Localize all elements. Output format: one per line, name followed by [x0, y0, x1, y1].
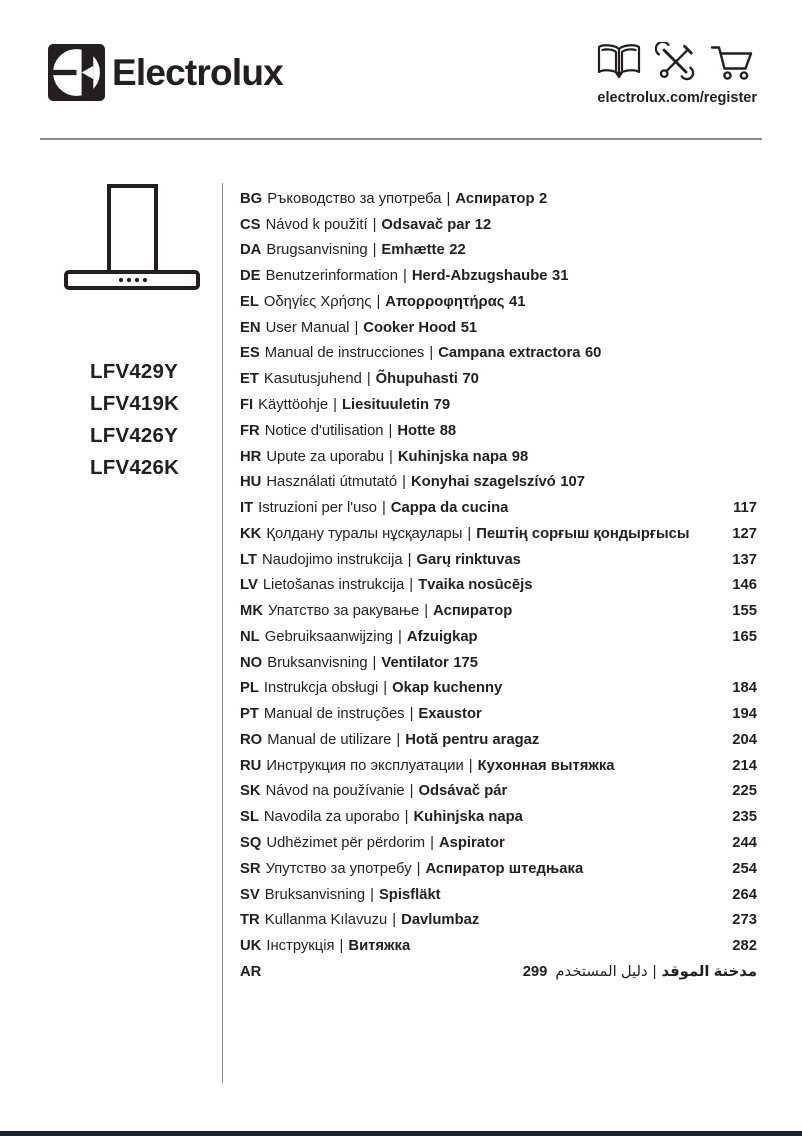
- separator: |: [409, 577, 414, 594]
- language-title: Tvaika nosūcējs: [418, 577, 533, 594]
- language-description: Lietošanas instrukcija: [262, 577, 405, 594]
- language-title: Spisfläkt: [378, 886, 441, 903]
- language-title: Kuhinjska napa: [397, 448, 508, 465]
- column-divider: [222, 183, 223, 1083]
- language-description: Návod k použití: [265, 216, 368, 233]
- language-description: Οδηγίες Χρήσης: [263, 293, 372, 310]
- inline-page-number: 107: [560, 474, 585, 491]
- page-number: 244: [732, 835, 757, 852]
- language-title: Campana extractora: [438, 345, 581, 362]
- language-title: Аспиратор штедњака: [425, 860, 584, 877]
- language-row: [240, 727, 757, 753]
- separator: |: [398, 628, 402, 645]
- service-tools-icon: [655, 42, 697, 82]
- language-title: Garų rinktuvas: [416, 551, 521, 568]
- language-code: SV: [240, 886, 260, 903]
- language-code: SL: [240, 809, 259, 826]
- separator: |: [416, 860, 421, 877]
- separator: |: [396, 731, 401, 748]
- page-number: 282: [732, 938, 757, 955]
- language-description: دليل المستخدم: [555, 964, 648, 981]
- model-number: LFV429Y: [90, 360, 178, 383]
- inline-page-number: 41: [508, 293, 526, 310]
- separator: |: [407, 551, 412, 568]
- language-description: Manual de utilizare: [267, 731, 392, 748]
- language-row: [240, 392, 757, 418]
- language-row: [240, 650, 757, 676]
- language-code: SK: [240, 783, 261, 800]
- language-code: PT: [240, 706, 259, 723]
- language-description: User Manual: [265, 319, 350, 336]
- language-description: Käyttöohje: [258, 397, 329, 413]
- language-title: Herd-Abzugshaube: [411, 268, 548, 285]
- inline-page-number: 88: [439, 422, 457, 439]
- separator: |: [372, 216, 377, 233]
- language-code: CS: [240, 216, 261, 233]
- language-description: Udhëzimet për përdorim: [266, 835, 426, 852]
- language-code: KK: [240, 525, 262, 542]
- language-description: Navodila za uporabo: [263, 809, 400, 826]
- language-row: [240, 598, 757, 624]
- inline-page-number: 2: [539, 190, 548, 207]
- language-title: Konyhai szagelszívó: [411, 474, 556, 491]
- language-row: [240, 779, 757, 805]
- inline-page-number: 98: [511, 448, 529, 465]
- language-code: ES: [240, 345, 260, 362]
- separator: |: [429, 345, 434, 362]
- language-title: Afzuigkap: [406, 628, 478, 645]
- model-number: LFV426K: [90, 456, 180, 479]
- language-row: [240, 263, 757, 289]
- model-number: LFV419K: [90, 392, 180, 415]
- language-title: Õhupuhasti: [375, 371, 458, 388]
- language-description: Notice d'utilisation: [264, 422, 384, 439]
- page-number: 146: [732, 577, 757, 594]
- page-number: 137: [732, 551, 757, 568]
- language-description: Bruksanvisning: [267, 654, 368, 671]
- language-row: [240, 882, 757, 908]
- language-code: NO: [240, 654, 263, 671]
- language-row: [240, 289, 757, 315]
- language-description: Bruksanvisning: [264, 886, 366, 903]
- separator: |: [468, 757, 473, 774]
- language-code: ET: [240, 371, 259, 388]
- language-description: Kasutusjuhend: [263, 371, 362, 388]
- page-number: 127: [732, 525, 757, 542]
- page-number: 225: [732, 783, 757, 800]
- language-row: [240, 469, 757, 495]
- language-description: Brugsanvisning: [266, 242, 368, 259]
- separator: |: [333, 397, 337, 413]
- separator: |: [467, 525, 472, 542]
- language-description: Інструкція: [266, 938, 335, 955]
- language-row: [240, 804, 757, 830]
- language-title: Emhætte: [381, 242, 445, 259]
- language-row: [240, 907, 757, 933]
- language-code: PL: [240, 680, 259, 697]
- language-title: Kuhinjska napa: [413, 809, 523, 826]
- page-number: 204: [732, 731, 757, 748]
- inline-page-number: 70: [462, 371, 479, 388]
- language-code: HR: [240, 448, 262, 465]
- language-row: [240, 676, 757, 702]
- language-title: Витяжка: [348, 938, 411, 955]
- inline-page-number: 12: [474, 216, 492, 233]
- language-title: Davlumbaz: [401, 912, 480, 929]
- page-number: 184: [732, 680, 757, 697]
- separator: |: [339, 938, 344, 955]
- language-title: Ventilator: [381, 654, 449, 671]
- page-number: 264: [732, 886, 757, 903]
- separator: |: [446, 190, 451, 207]
- language-code: MK: [240, 603, 264, 620]
- language-description: Инструкция по эксплуатации: [266, 757, 464, 774]
- language-description: Упатство за ракување: [268, 603, 420, 620]
- language-title: Odsavač par: [381, 216, 471, 233]
- separator: |: [402, 268, 407, 285]
- language-title: Cappa da cucina: [390, 500, 509, 517]
- language-description: Istruzioni per l'uso: [258, 500, 377, 517]
- language-description: Kullanma Kılavuzu: [264, 912, 388, 929]
- language-row: [240, 418, 757, 444]
- language-row: [240, 624, 757, 650]
- separator: |: [370, 886, 374, 903]
- page-number: 299: [522, 963, 548, 980]
- language-row: [240, 547, 757, 573]
- language-title: Απορροφητήρας: [385, 293, 505, 310]
- separator: |: [381, 500, 386, 517]
- page-number: 165: [732, 628, 757, 645]
- language-row: [240, 444, 757, 470]
- page-number: 117: [733, 500, 757, 517]
- language-row: [240, 753, 757, 779]
- language-description: Ръководство за употреба: [267, 190, 442, 207]
- language-description: Manual de instruções: [263, 706, 405, 723]
- language-description: Қолдану туралы нұсқаулары: [266, 525, 463, 542]
- language-row: [240, 495, 757, 521]
- language-title: Аспиратор: [433, 603, 513, 620]
- register-url: electrolux.com/register: [597, 90, 757, 106]
- separator: |: [404, 809, 409, 826]
- separator: |: [392, 912, 397, 929]
- separator: |: [372, 654, 377, 671]
- page-number: 194: [732, 706, 757, 723]
- language-code: DA: [240, 242, 262, 259]
- model-number: LFV426Y: [90, 424, 178, 447]
- shopping-cart-icon: [710, 42, 756, 82]
- language-row: [240, 366, 757, 392]
- language-description: Naudojimo instrukcija: [261, 551, 403, 568]
- language-row: [240, 212, 757, 238]
- language-code: HU: [240, 474, 262, 491]
- language-description: Manual de instrucciones: [264, 345, 425, 362]
- separator: |: [652, 963, 657, 980]
- language-title: Odsávač pár: [418, 783, 508, 800]
- page-number: 155: [732, 603, 757, 620]
- separator: |: [372, 242, 377, 259]
- language-row: [240, 521, 757, 547]
- language-row: [240, 238, 757, 264]
- language-code: EN: [240, 319, 261, 336]
- language-description: Упутство за употребу: [265, 860, 412, 877]
- language-code: RO: [240, 731, 263, 748]
- page-number: 214: [732, 757, 757, 774]
- language-code: RU: [240, 757, 262, 774]
- language-row: [240, 830, 757, 856]
- language-description: Instrukcja obsługi: [263, 680, 379, 697]
- header-icons: [596, 42, 756, 82]
- separator: |: [430, 835, 434, 852]
- language-description: Benutzerinformation: [265, 268, 398, 285]
- language-code: LV: [240, 577, 258, 594]
- language-row: [240, 933, 757, 959]
- inline-page-number: 51: [460, 319, 478, 336]
- language-description: Gebruiksaanwijzing: [264, 628, 394, 645]
- language-row: [240, 856, 757, 882]
- separator: |: [402, 474, 406, 491]
- language-title: Liesituuletin: [341, 397, 430, 413]
- language-title: Exaustor: [418, 706, 482, 723]
- language-title: Кухонная вытяжка: [477, 757, 615, 774]
- language-title: Аспиратор: [455, 190, 535, 207]
- language-code: NL: [240, 628, 260, 645]
- page-number: 273: [732, 912, 757, 929]
- separator: |: [366, 371, 371, 388]
- language-description: Upute za uporabu: [266, 448, 385, 465]
- language-code: TR: [240, 912, 260, 929]
- language-row: [240, 959, 757, 985]
- language-title: Hotă pentru aragaz: [405, 731, 540, 748]
- language-row: [240, 341, 757, 367]
- language-description: Használati útmutató: [266, 474, 398, 491]
- separator: |: [354, 319, 359, 336]
- language-code: AR: [240, 963, 262, 980]
- language-code: DE: [240, 268, 261, 285]
- language-row: [240, 315, 757, 341]
- open-book-icon: [596, 42, 642, 82]
- separator: |: [383, 680, 388, 697]
- separator: |: [409, 783, 414, 800]
- language-code: BG: [240, 190, 263, 207]
- language-title: Cooker Hood: [363, 319, 457, 336]
- model-list: [90, 356, 179, 484]
- separator: |: [388, 422, 393, 439]
- electrolux-logo-icon: [48, 44, 105, 101]
- language-row: [240, 572, 757, 598]
- page-number: 254: [732, 860, 757, 877]
- inline-page-number: 22: [449, 242, 466, 259]
- language-list: [240, 186, 757, 985]
- header-divider: [40, 138, 762, 140]
- language-code: IT: [240, 500, 254, 517]
- language-code: FR: [240, 422, 260, 439]
- separator: |: [424, 603, 429, 620]
- language-code: SQ: [240, 835, 262, 852]
- language-code: SR: [240, 860, 261, 877]
- inline-page-number: 175: [453, 654, 479, 671]
- language-title: مدخنة الموقد: [661, 964, 757, 981]
- footer-bar: [0, 1131, 802, 1136]
- language-title: Hotte: [397, 422, 436, 439]
- inline-page-number: 60: [584, 345, 602, 362]
- language-title: Пештің сорғыш қондырғысы: [476, 525, 690, 542]
- language-row: [240, 701, 757, 727]
- language-description: Návod na používanie: [265, 783, 405, 800]
- language-code: LT: [240, 551, 257, 568]
- language-code: EL: [240, 293, 259, 310]
- cooker-hood-illustration: [64, 184, 200, 290]
- language-title: Okap kuchenny: [392, 680, 503, 697]
- page-number: 235: [732, 809, 757, 826]
- separator: |: [376, 293, 381, 310]
- brand-wordmark: Electrolux: [112, 52, 283, 93]
- language-code: FI: [240, 397, 254, 413]
- separator: |: [409, 706, 414, 723]
- language-title: Aspirator: [438, 835, 505, 852]
- language-code: UK: [240, 938, 262, 955]
- inline-page-number: 31: [551, 268, 569, 285]
- inline-page-number: 79: [433, 397, 451, 413]
- separator: |: [389, 448, 393, 465]
- language-row: [240, 186, 757, 212]
